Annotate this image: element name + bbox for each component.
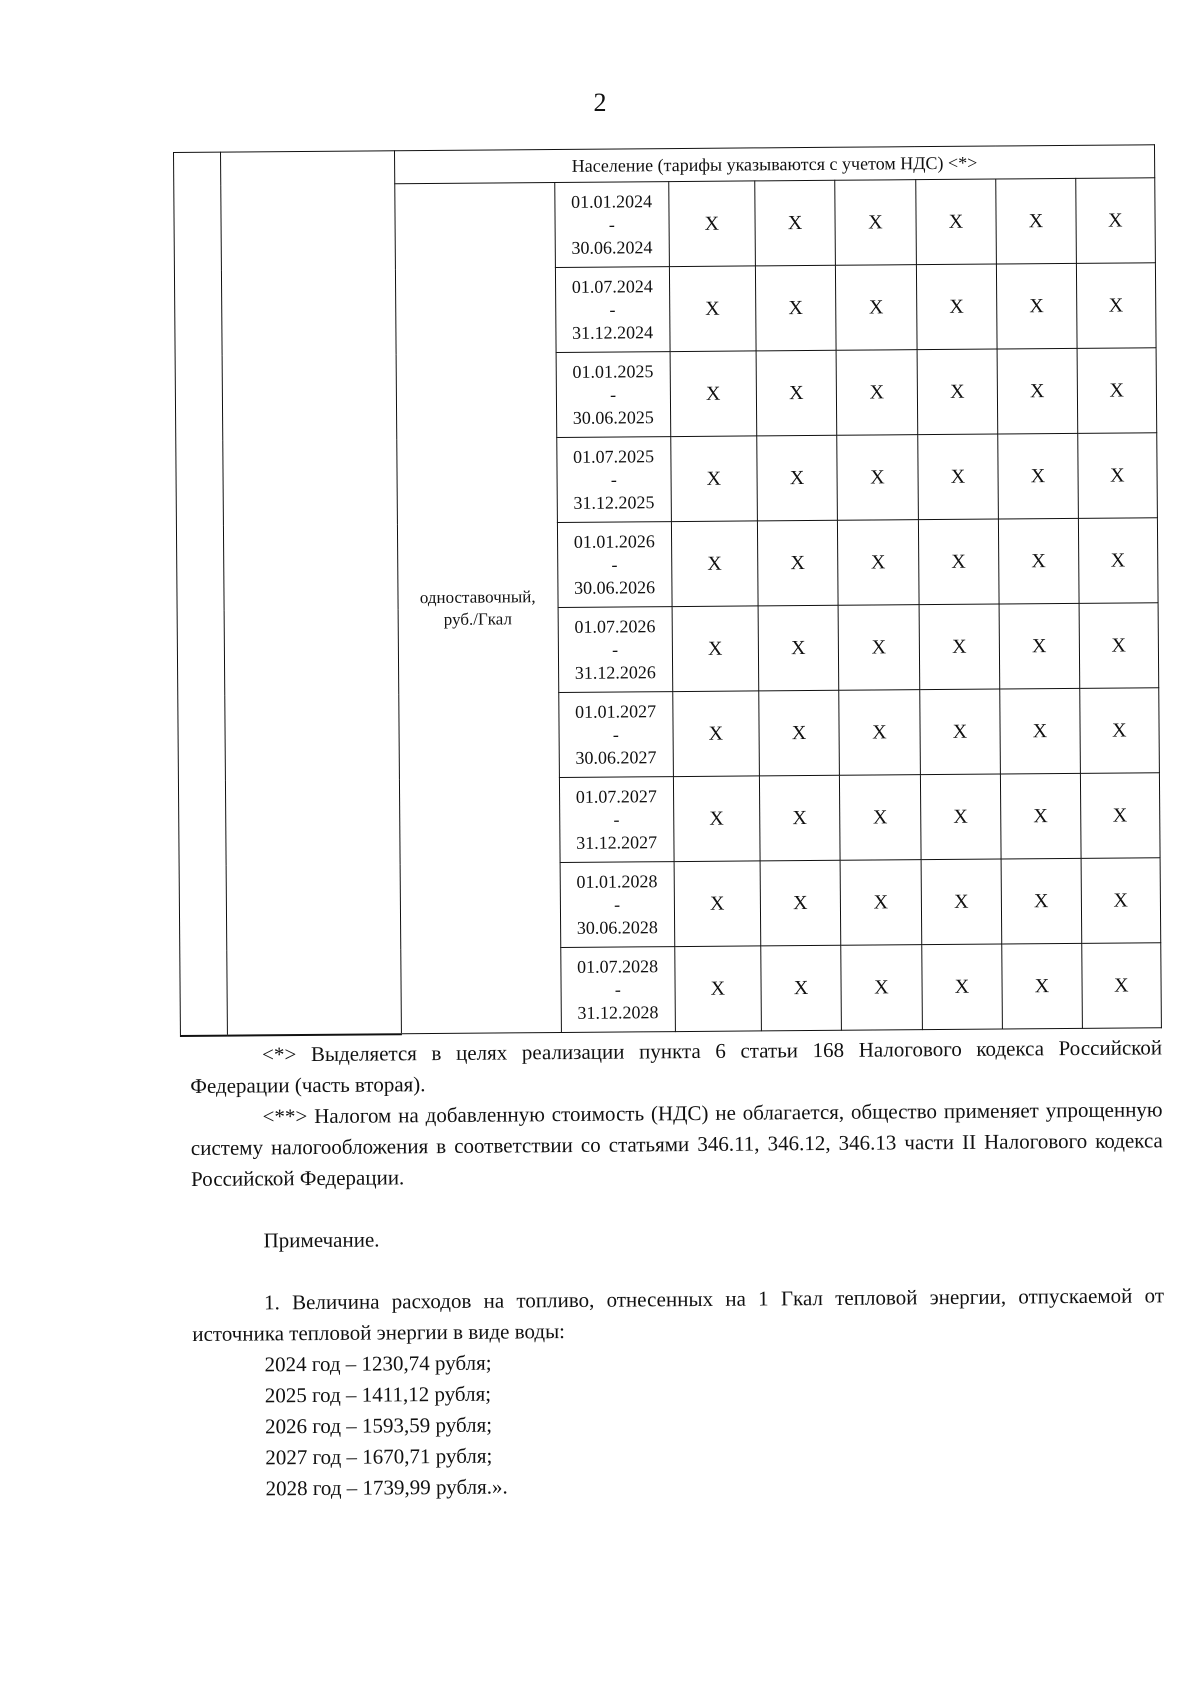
period-cell <box>557 522 672 608</box>
period-end: 30.06.2024 <box>571 236 653 258</box>
rate-type-label: одноставочный, <box>419 587 536 608</box>
period-cell <box>560 947 675 1033</box>
period-dash: - <box>610 469 617 490</box>
tariff-value-cell: X <box>1077 433 1157 519</box>
period-end: 31.12.2026 <box>574 661 656 683</box>
tariff-value-cell: X <box>915 179 996 265</box>
tariff-value-cell: X <box>675 946 762 1032</box>
period-start: 01.01.2028 <box>576 870 658 892</box>
period-end: 30.06.2025 <box>572 406 654 428</box>
tariff-value-cell: X <box>1080 773 1160 859</box>
fuel-cost-year-list <box>192 1342 1165 1505</box>
tariff-value-cell: X <box>840 860 921 946</box>
period-dash: - <box>611 554 618 575</box>
tariff-value-cell: X <box>1075 178 1155 264</box>
period-start: 01.07.2026 <box>574 615 656 637</box>
period-cell <box>556 352 671 438</box>
tariff-value-cell: X <box>919 689 1000 775</box>
tariff-value-cell: X <box>921 859 1002 945</box>
tariff-value-cell: X <box>758 690 839 776</box>
tariff-value-cell: X <box>1001 773 1081 859</box>
tariff-value-cell: X <box>671 521 758 607</box>
row-number-column-cell <box>174 152 228 1035</box>
fuel-cost-year-line: 2024 год – 1230,74 рубля; <box>264 1350 492 1377</box>
tariff-value-cell: X <box>836 350 917 436</box>
period-start: 01.07.2028 <box>577 955 659 977</box>
tariff-value-cell: X <box>1077 348 1157 434</box>
page-number: 2 <box>593 88 607 117</box>
period-start: 01.07.2024 <box>571 275 653 297</box>
tariff-value-cell: X <box>997 348 1077 434</box>
period-start: 01.01.2027 <box>575 700 657 722</box>
period-dash: - <box>613 809 620 830</box>
tariff-value-cell: X <box>836 265 917 351</box>
tariff-value-cell: X <box>996 178 1076 264</box>
tariff-value-cell: X <box>1079 603 1159 689</box>
period-start: 01.07.2027 <box>575 785 657 807</box>
tariff-value-cell: X <box>840 775 921 861</box>
period-end: 30.06.2027 <box>575 746 657 768</box>
tariff-value-cell: X <box>754 180 835 266</box>
tariff-value-cell: X <box>1078 518 1158 604</box>
tariff-value-cell: X <box>839 690 920 776</box>
tariff-value-cell: X <box>1081 858 1161 944</box>
tariff-value-cell: X <box>671 436 758 522</box>
tariff-value-cell: X <box>1001 858 1081 944</box>
period-cell <box>554 182 669 268</box>
tariff-value-cell: X <box>997 263 1077 349</box>
rate-type-cell <box>395 183 562 1034</box>
period-dash: - <box>612 724 619 745</box>
population-group-header: Население (тарифы указываются с учетом НДС) <*> <box>394 145 1154 184</box>
tariff-value-cell: X <box>838 605 919 691</box>
tariff-value-cell: X <box>999 603 1079 689</box>
tariff-value-cell: X <box>669 266 756 352</box>
period-dash: - <box>614 979 621 1000</box>
period-end: 31.12.2024 <box>572 321 654 343</box>
period-cell <box>555 267 670 353</box>
period-start: 01.01.2026 <box>573 530 655 552</box>
tariff-value-cell: X <box>835 180 916 266</box>
tariff-value-cell: X <box>919 604 1000 690</box>
fuel-cost-year-line: 2025 год – 1411,12 рубля; <box>264 1381 492 1408</box>
tariff-value-cell: X <box>755 265 836 351</box>
period-end: 31.12.2025 <box>573 491 655 513</box>
tariff-value-cell: X <box>760 860 841 946</box>
tariff-value-cell: X <box>1079 688 1159 774</box>
period-cell <box>558 607 673 693</box>
period-cell <box>560 862 675 948</box>
remark-item-fuel-costs: 1. Величина расходов на топливо, отнесенных на 1 Гкал тепловой энергии, отпускаемой от источника тепловой энергии в виде воды: <box>192 1283 1165 1346</box>
organization-column-cell <box>220 151 401 1035</box>
period-start: 01.07.2025 <box>573 445 655 467</box>
footnote-vat-exemption: <**> Налогом на добавленную стоимость (НДС) не облагается, общество применяет упрощенную систему налогообложения в соответствии со статьями 346.11, 346.12, 346.13 части II Налогового кодекса Российской Федерации. <box>190 1097 1163 1191</box>
tariff-value-cell: X <box>760 945 841 1031</box>
period-end: 31.12.2028 <box>577 1001 659 1023</box>
tariff-value-cell: X <box>917 434 998 520</box>
tariff-value-cell: X <box>1002 943 1082 1029</box>
period-dash: - <box>612 639 619 660</box>
tariff-value-cell: X <box>756 350 837 436</box>
tariff-value-cell: X <box>759 775 840 861</box>
period-end: 31.12.2027 <box>576 831 658 853</box>
period-start: 01.01.2025 <box>572 360 654 382</box>
tariff-value-cell: X <box>674 861 761 947</box>
notes-section <box>190 1032 1166 1505</box>
fuel-cost-year-line: 2027 год – 1670,71 рубля; <box>265 1443 493 1470</box>
period-end: 30.06.2028 <box>576 916 658 938</box>
tariff-value-cell: X <box>918 519 999 605</box>
tariff-value-cell: X <box>669 181 756 267</box>
tariff-value-cell: X <box>999 518 1079 604</box>
tariff-value-cell: X <box>998 433 1078 519</box>
tariff-table-body <box>174 145 1162 1036</box>
tariff-value-cell: X <box>1081 943 1161 1029</box>
period-dash: - <box>610 384 617 405</box>
tariff-value-cell: X <box>758 605 839 691</box>
period-cell <box>558 692 673 778</box>
fuel-cost-year-line: 2026 год – 1593,59 рубля; <box>264 1412 493 1439</box>
remark-heading: Примечание. <box>263 1227 380 1253</box>
footnote-vat-allocation: <*> Выделяется в целях реализации пункта 6 статьи 168 Налогового кодекса Российской Федерации (часть вторая). <box>190 1035 1163 1098</box>
tariff-value-cell: X <box>673 691 760 777</box>
tariff-value-cell: X <box>917 349 998 435</box>
period-start: 01.01.2024 <box>571 190 653 212</box>
tariff-value-cell: X <box>837 435 918 521</box>
tariff-value-cell: X <box>757 520 838 606</box>
tariff-value-cell: X <box>756 435 837 521</box>
tariff-value-cell: X <box>670 351 757 437</box>
fuel-cost-year-line: 2028 год – 1739,99 рубля.». <box>265 1474 508 1501</box>
tariff-value-cell: X <box>841 945 922 1031</box>
tariff-table <box>173 144 1162 1036</box>
period-dash: - <box>608 214 615 235</box>
tariff-value-cell: X <box>1000 688 1080 774</box>
tariff-value-cell: X <box>1076 263 1156 349</box>
tariff-value-cell: X <box>920 774 1001 860</box>
period-dash: - <box>609 299 616 320</box>
tariff-value-cell: X <box>916 264 997 350</box>
tariff-value-cell: X <box>838 520 919 606</box>
period-end: 30.06.2026 <box>574 576 656 598</box>
tariff-value-cell: X <box>673 776 760 862</box>
tariff-value-cell: X <box>672 606 759 692</box>
period-cell <box>556 437 671 523</box>
period-dash: - <box>614 894 621 915</box>
rate-unit-label: руб./Гкал <box>443 608 513 629</box>
tariff-value-cell: X <box>921 944 1002 1030</box>
period-cell <box>559 777 674 863</box>
